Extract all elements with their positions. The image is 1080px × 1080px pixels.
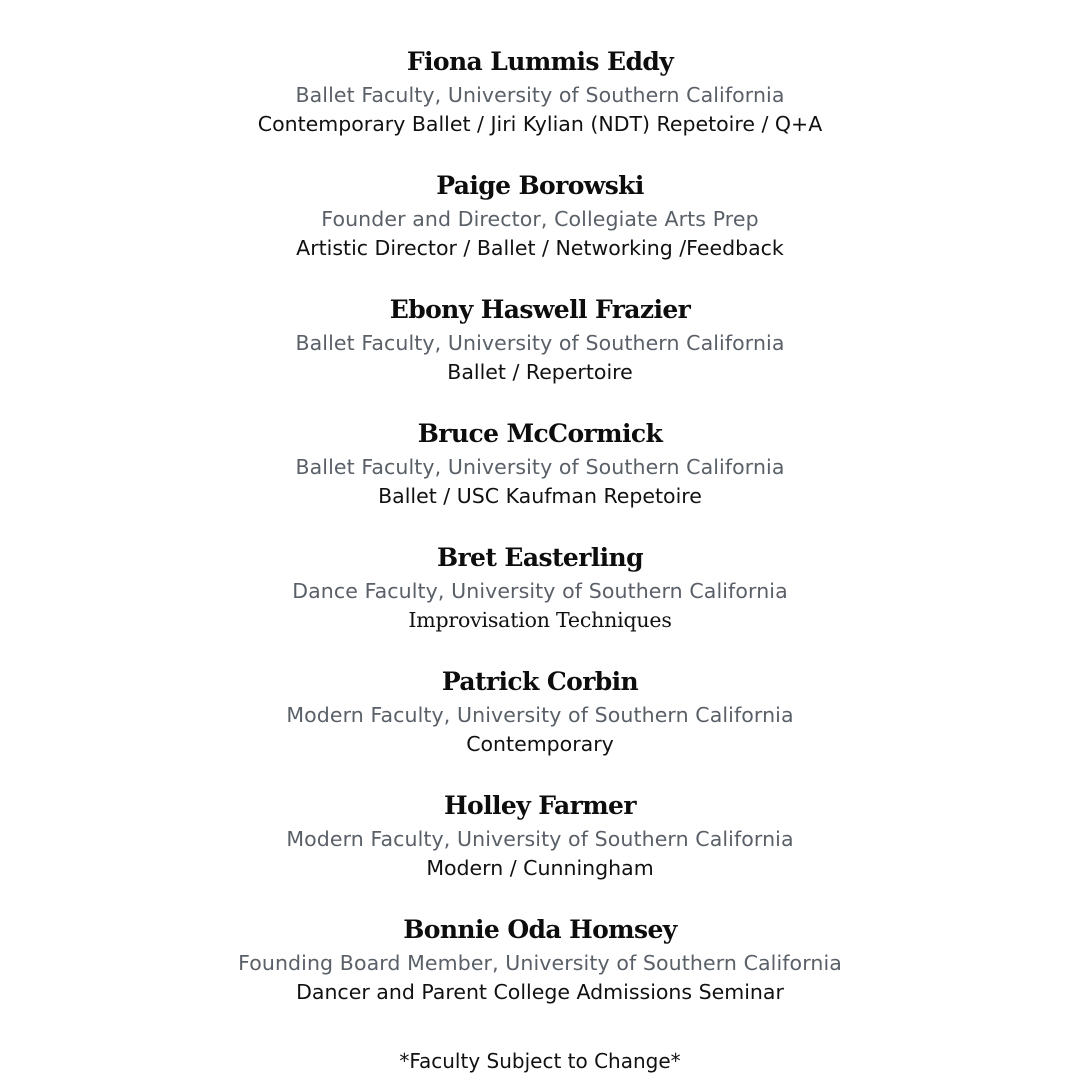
faculty-topics: Artistic Director / Ballet / Networking /Feedback xyxy=(296,236,784,260)
faculty-topics: Ballet / USC Kaufman Repetoire xyxy=(378,484,702,508)
faculty-topics: Contemporary Ballet / Jiri Kylian (NDT) Repetoire / Q+A xyxy=(257,112,823,136)
faculty-title: Modern Faculty, University of Southern California xyxy=(286,827,794,851)
faculty-entry xyxy=(0,416,1080,540)
faculty-entry xyxy=(0,912,1080,1036)
faculty-name: Paige Borowski xyxy=(436,171,644,200)
faculty-title: Ballet Faculty, University of Southern California xyxy=(295,83,785,107)
faculty-name: Holley Farmer xyxy=(444,791,636,820)
faculty-topics: Dancer and Parent College Admissions Seminar xyxy=(296,980,784,1004)
faculty-entry xyxy=(0,168,1080,292)
faculty-name: Bret Easterling xyxy=(436,543,644,572)
faculty-topics: Modern / Cunningham xyxy=(426,856,654,880)
faculty-name: Bruce McCormick xyxy=(417,419,663,448)
faculty-topics: Ballet / Repertoire xyxy=(447,360,633,384)
faculty-title: Modern Faculty, University of Southern California xyxy=(286,703,794,727)
footer-note: *Faculty Subject to Change* xyxy=(399,1049,681,1073)
faculty-topics: Contemporary xyxy=(466,732,614,756)
faculty-title: Founder and Director, Collegiate Arts Prep xyxy=(321,207,759,231)
faculty-entry xyxy=(0,44,1080,168)
faculty-entry xyxy=(0,664,1080,788)
faculty-name: Fiona Lummis Eddy xyxy=(406,47,674,76)
faculty-name: Bonnie Oda Homsey xyxy=(403,915,677,944)
faculty-name: Patrick Corbin xyxy=(441,667,639,696)
faculty-list xyxy=(0,44,1080,1036)
faculty-title: Dance Faculty, University of Southern California xyxy=(292,579,788,603)
faculty-name: Ebony Haswell Frazier xyxy=(389,295,691,324)
faculty-title: Founding Board Member, University of Southern California xyxy=(238,951,842,975)
faculty-entry xyxy=(0,292,1080,416)
faculty-topics: Improvisation Techniques xyxy=(408,608,672,632)
faculty-title: Ballet Faculty, University of Southern California xyxy=(295,455,785,479)
faculty-title: Ballet Faculty, University of Southern California xyxy=(295,331,785,355)
faculty-entry xyxy=(0,540,1080,664)
faculty-entry xyxy=(0,788,1080,912)
